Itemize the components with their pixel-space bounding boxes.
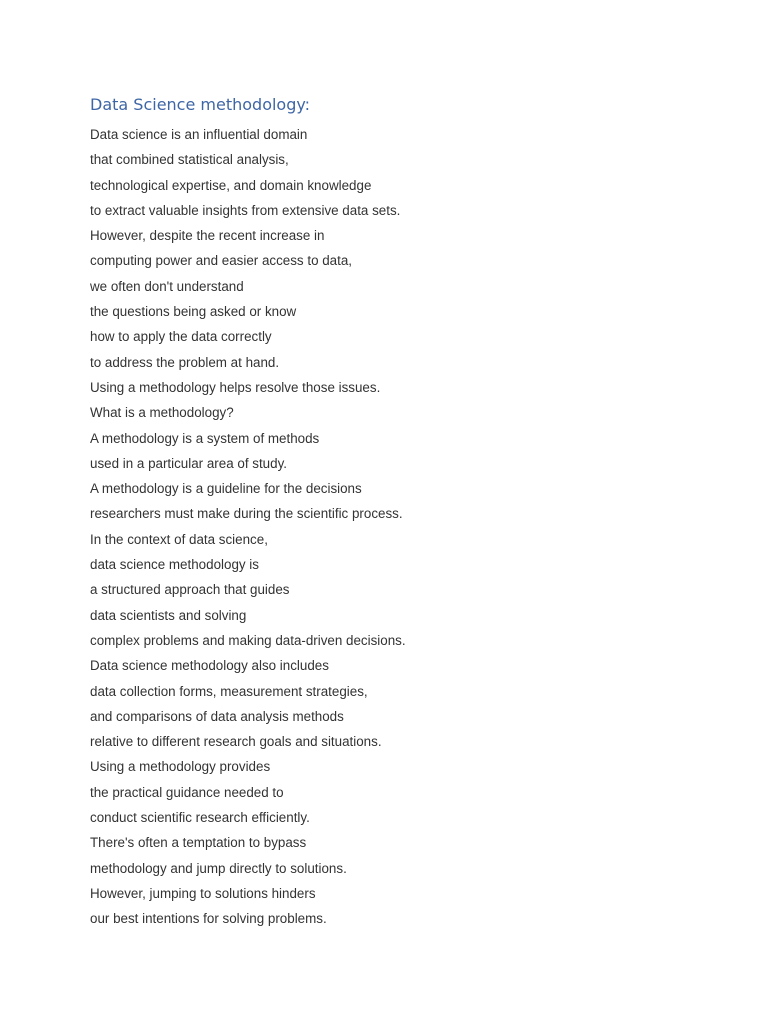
body-text-line: our best intentions for solving problems. [90,911,327,927]
body-text-line: how to apply the data correctly [90,329,272,345]
body-text-line: However, despite the recent increase in [90,228,325,244]
body-text-line: complex problems and making data-driven decisions. [90,632,406,648]
body-text-line: Using a methodology provides [90,759,271,775]
body-text-line: Data science methodology also includes [90,658,329,674]
document-title: Data Science methodology: [90,95,311,114]
body-text-line: we often don't understand [90,278,244,294]
body-text-line: used in a particular area of study. [90,455,288,471]
body-text-line: However, jumping to solutions hinders [90,885,316,901]
body-text-line: computing power and easier access to data, [90,253,353,269]
body-text-line: data science methodology is [90,557,259,573]
body-text-line: researchers must make during the scientific process. [90,506,403,522]
body-text-line: A methodology is a guideline for the decisions [90,481,362,497]
body-text-line: to extract valuable insights from extensive data sets. [90,202,401,218]
body-text-line: In the context of data science, [90,531,268,547]
body-text-line: There's often a temptation to bypass [90,835,307,851]
body-text-line: the questions being asked or know [90,304,297,320]
body-text-line: A methodology is a system of methods [90,430,320,446]
body-text-line: a structured approach that guides [90,582,290,598]
body-text-line: data collection forms, measurement strategies, [90,683,368,699]
body-text-line: Using a methodology helps resolve those issues. [90,379,381,395]
body-text-line: methodology and jump directly to solutions. [90,860,347,876]
body-text-line: the practical guidance needed to [90,784,284,800]
body-text-line: technological expertise, and domain knowledge [90,177,372,193]
body-text-line: that combined statistical analysis, [90,152,289,168]
body-text-line: and comparisons of data analysis methods [90,708,344,724]
body-text-line: conduct scientific research efficiently. [90,810,310,826]
body-text-line: Data science is an influential domain [90,127,308,142]
body-text-line: What is a methodology? [90,405,234,421]
body-text-line: to address the problem at hand. [90,354,280,370]
body-text-line: relative to different research goals and situations. [90,734,382,750]
body-text-line: data scientists and solving [90,607,247,623]
document-body [90,122,406,932]
